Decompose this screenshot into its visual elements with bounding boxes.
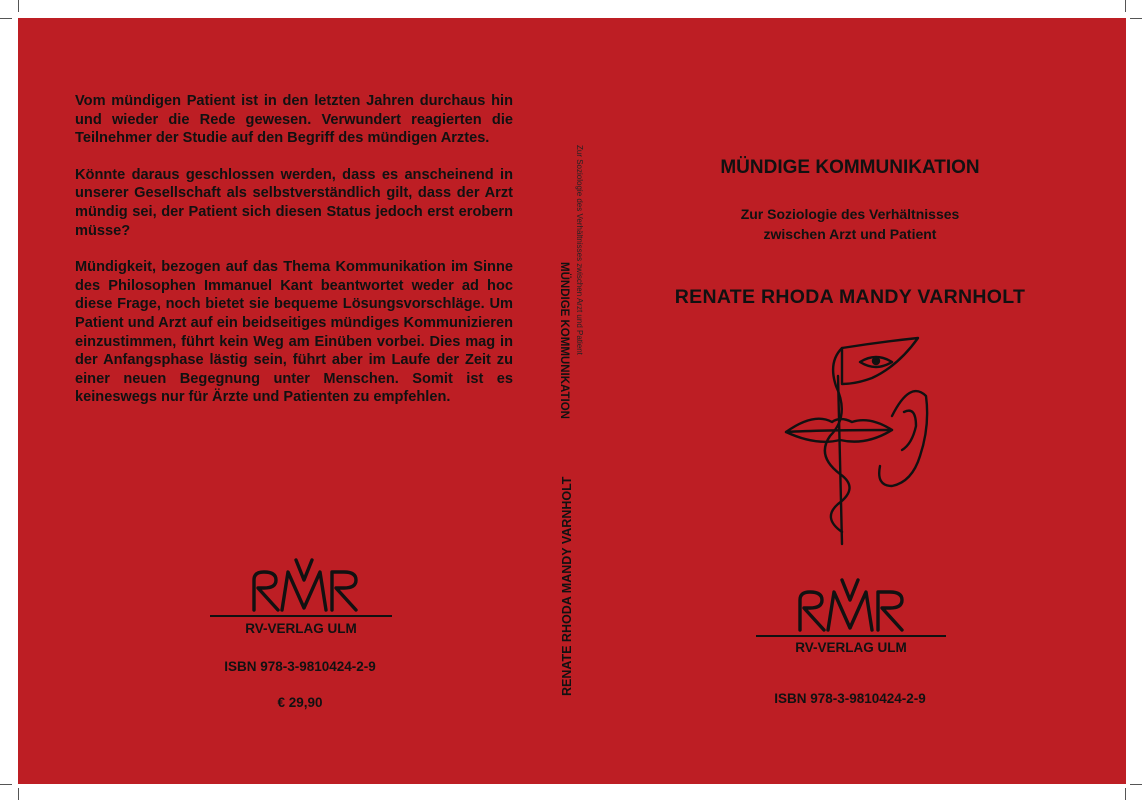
back-isbn: ISBN 978-3-9810424-2-9 xyxy=(224,659,376,674)
back-publisher: RV-VERLAG ULM xyxy=(245,621,357,636)
crop-mark xyxy=(0,784,12,785)
front-publisher-logo xyxy=(794,578,906,636)
crop-mark xyxy=(1125,788,1126,800)
crop-mark xyxy=(18,0,19,12)
price: € 29,90 xyxy=(277,695,323,710)
svg-text:RVR: RVR xyxy=(794,578,797,579)
spine-subtitle: Zur Soziologie des Verhältnisses zwischen Arzt und Patient xyxy=(575,145,584,355)
front-logo-rule xyxy=(756,635,946,637)
blurb-paragraph: Vom mündigen Patient ist in den letzten Jahren durchaus hin und wieder die Rede gewesen. Verwundert reagierten die Teilnehmer der Studie auf den Begriff des mündigen Arztes. xyxy=(75,93,513,147)
front-subtitle-line: zwischen Arzt und Patient xyxy=(763,226,937,242)
blurb-paragraph: Könnte daraus geschlossen werden, dass es anscheinend in unserer Gesellschaft als selbstverständlich gilt, dass der Arzt mündig sei, der Patient sich diesen Status jedoch erst erobern müsse? xyxy=(75,166,513,239)
back-blurb xyxy=(75,92,513,425)
front-publisher: RV-VERLAG ULM xyxy=(795,640,907,655)
crop-mark xyxy=(1130,18,1142,19)
rvr-logo-icon xyxy=(794,578,906,636)
svg-text:RVR: RVR xyxy=(248,558,251,559)
spine-title: MÜNDIGE KOMMUNIKATION xyxy=(558,262,570,419)
publisher-logo xyxy=(248,558,360,616)
logo-rule xyxy=(210,615,392,617)
crop-mark xyxy=(1125,0,1126,12)
crop-mark xyxy=(1130,784,1142,785)
front-author: RENATE RHODA MANDY VARNHOLT xyxy=(674,286,1026,308)
rvr-logo-icon xyxy=(248,558,360,616)
front-title: MÜNDIGE KOMMUNIKATION xyxy=(720,157,980,178)
front-isbn: ISBN 978-3-9810424-2-9 xyxy=(774,691,926,706)
crop-mark xyxy=(0,18,12,19)
front-subtitle xyxy=(600,204,1100,244)
crop-mark xyxy=(18,788,19,800)
cover-illustration xyxy=(780,336,930,551)
front-subtitle-line: Zur Soziologie des Verhältnisses xyxy=(740,206,960,222)
spine-author: RENATE RHODA MANDY VARNHOLT xyxy=(560,476,574,696)
face-drawing-icon xyxy=(780,336,930,546)
blurb-paragraph: Mündigkeit, bezogen auf das Thema Kommunikation im Sinne des Philosophen Immanuel Kant beantwortet weder ad hoc diese Frage, noch bietet sie bequeme Lösungsvorschläge. Um Patient und Arzt auf ein beidseitiges mündiges Kommunizieren einzustimmen, führt kein Weg am Einüben vorbei. Dies mag in der Anfangsphase lästig sein, führt aber im Laufe der Zeit zu einer neuen Begegnung unter Menschen. Somit ist es keineswegs nur für Ärzte und Patienten zu empfehlen. xyxy=(75,259,513,406)
